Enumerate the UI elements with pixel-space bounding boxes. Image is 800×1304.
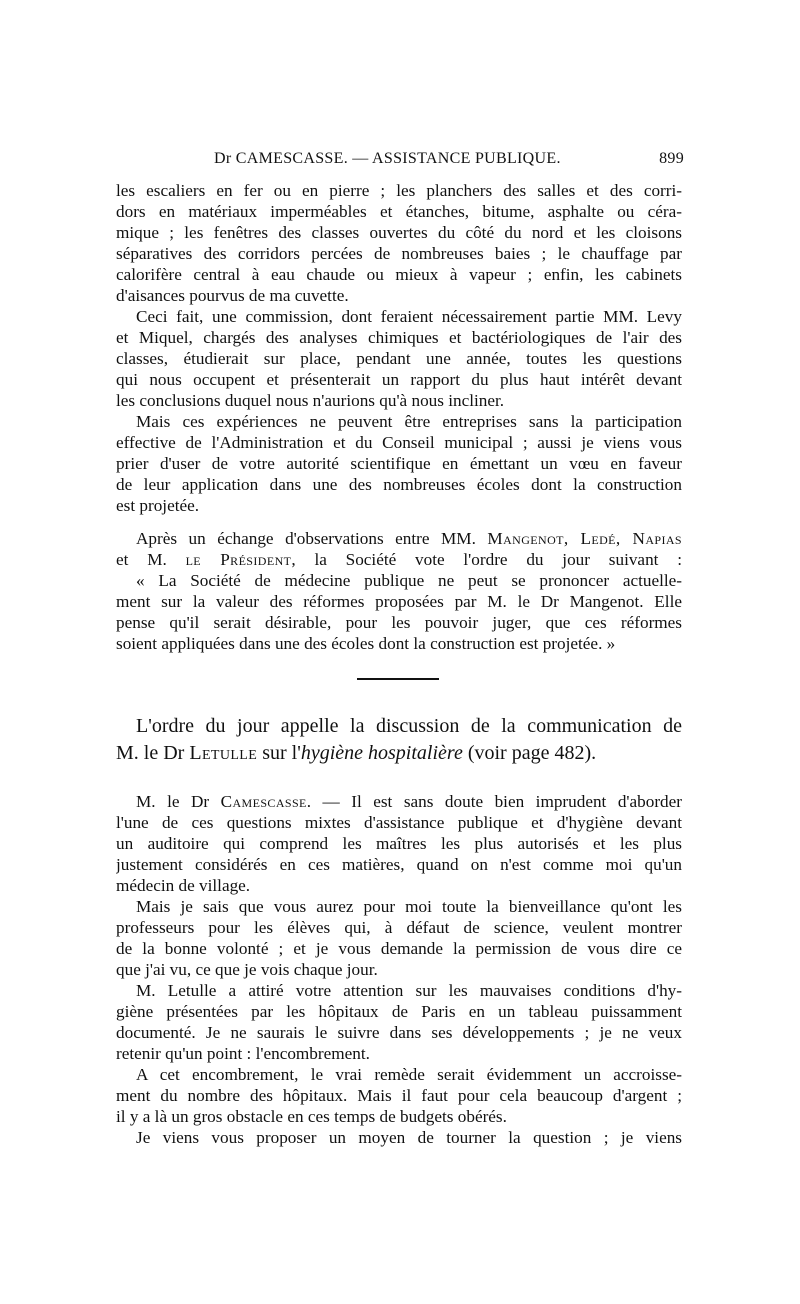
speaker-names: Mangenot, Ledé, Napias bbox=[487, 529, 682, 548]
speaker-name: Letulle bbox=[189, 742, 258, 764]
text-line: calorifère central à eau chaude ou mieux à vapeur ; enfin, les cabinets bbox=[116, 265, 682, 284]
text-line: retenir qu'un point : l'encombrement. bbox=[116, 1044, 370, 1063]
text-line: séparatives des corridors percées de nombreuses baies ; le chauffage par bbox=[116, 244, 682, 263]
text-line bbox=[116, 740, 682, 767]
text-line: et Miquel, chargés des analyses chimiques et bactériologiques de l'air des bbox=[116, 328, 682, 347]
text-span: , la Société vote l'ordre du jour suivant : bbox=[291, 550, 682, 569]
text-line: professeurs pour les élèves qui, à défaut de science, veulent montrer bbox=[116, 918, 682, 937]
text-line: « La Société de médecine publique ne peut se prononcer actuelle- bbox=[136, 571, 682, 590]
text-line: M. Letulle a attiré votre attention sur les mauvaises conditions d'hy- bbox=[136, 981, 682, 1000]
speaker-name: Camescasse bbox=[220, 792, 307, 811]
text-line: pense qu'il serait désirable, pour les pouvoir juger, que ces réformes bbox=[116, 613, 682, 632]
text-line: mique ; les fenêtres des classes ouvertes du côté du nord et les cloisons bbox=[116, 223, 682, 242]
text-line: prier d'user de votre autorité scientifique en émettant un vœu en faveur bbox=[116, 454, 682, 473]
text-line: giène présentées par les hôpitaux de Paris en un tableau puissamment bbox=[116, 1002, 682, 1021]
text-line: de la bonne volonté ; et je vous demande la permission de vous dire ce bbox=[116, 939, 682, 958]
topic-title: hygiène hospitalière bbox=[300, 742, 463, 764]
text-line: les escaliers en fer ou en pierre ; les planchers des salles et des corri- bbox=[116, 181, 682, 200]
running-title: Dr CAMESCASSE. — ASSISTANCE PUBLIQUE. bbox=[214, 150, 561, 167]
running-header bbox=[114, 150, 684, 174]
paragraph-camescasse-discours bbox=[116, 791, 682, 1148]
text-line: L'ordre du jour appelle la discussion de la communication de bbox=[136, 715, 682, 737]
text-line: qui nous occupent et présenterait un rapport du plus haut intérêt devant bbox=[116, 370, 682, 389]
text-line: Mais ces expériences ne peuvent être entreprises sans la participation bbox=[136, 412, 682, 431]
text-span: (voir page 482). bbox=[462, 742, 597, 764]
text-line: A cet encombrement, le vrai remède serait évidemment un accroisse- bbox=[136, 1065, 682, 1084]
text-line: dors en matériaux imperméables et étanches, bitume, asphalte ou céra- bbox=[116, 202, 682, 221]
paragraph-ordre-du-jour-vote bbox=[116, 528, 682, 654]
text-line: les conclusions duquel nous n'aurions qu'à nous incliner. bbox=[116, 391, 505, 410]
text-line: documenté. Je ne saurais le suivre dans ses développements ; je ne veux bbox=[116, 1023, 682, 1042]
speaker-name: le Président bbox=[185, 550, 292, 569]
text-span: sur l' bbox=[257, 742, 301, 764]
paragraph-ecoles-materiaux bbox=[116, 180, 682, 516]
text-line: Je viens vous proposer un moyen de tourner la question ; je viens bbox=[136, 1128, 682, 1147]
text-line: est projetée. bbox=[116, 496, 200, 515]
text-line bbox=[116, 549, 682, 570]
text-line: ment du nombre des hôpitaux. Mais il faut pour cela beaucoup d'argent ; bbox=[116, 1086, 682, 1105]
page-number: 899 bbox=[659, 150, 684, 167]
text-line: l'une de ces questions mixtes d'assistance publique et d'hygiène devant bbox=[116, 813, 682, 832]
text-line: de leur application dans une des nombreuses écoles dont la construction bbox=[116, 475, 682, 494]
text-span: M. le Dr bbox=[136, 792, 221, 811]
text-line: d'aisances pourvus de ma cuvette. bbox=[116, 286, 349, 305]
text-span: Après un échange d'observations entre MM. bbox=[136, 529, 488, 548]
paragraph-ordre-du-jour-annonce bbox=[116, 713, 682, 767]
text-line: il y a là un gros obstacle en ces temps de budgets obérés. bbox=[116, 1107, 507, 1126]
text-line: soient appliquées dans une des écoles dont la construction est projetée. » bbox=[116, 634, 616, 653]
section-divider bbox=[357, 678, 439, 680]
text-span: M. le Dr bbox=[116, 742, 190, 764]
text-line: Mais je sais que vous aurez pour moi toute la bienveillance qu'ont les bbox=[136, 897, 682, 916]
text-line: ment sur la valeur des réformes proposées par M. le Dr Mangenot. Elle bbox=[116, 592, 682, 611]
text-line bbox=[116, 528, 682, 549]
text-line: que j'ai vu, ce que je vois chaque jour. bbox=[116, 960, 378, 979]
text-line: médecin de village. bbox=[116, 876, 251, 895]
text-line: Ceci fait, une commission, dont feraient nécessairement partie MM. Levy bbox=[136, 307, 682, 326]
text-line: effective de l'Administration et du Conseil municipal ; aussi je viens vous bbox=[116, 433, 682, 452]
text-line: justement considérés en ces matières, quand on n'est comme moi qu'un bbox=[116, 855, 682, 874]
text-line bbox=[116, 791, 682, 812]
text-span: et M. bbox=[116, 550, 186, 569]
text-line: classes, étudierait sur place, pendant une année, toutes les questions bbox=[116, 349, 682, 368]
text-line: un auditoire qui comprend les maîtres les plus autorisés et les plus bbox=[116, 834, 682, 853]
text-span: . — Il est sans doute bien imprudent d'aborder bbox=[306, 792, 682, 811]
